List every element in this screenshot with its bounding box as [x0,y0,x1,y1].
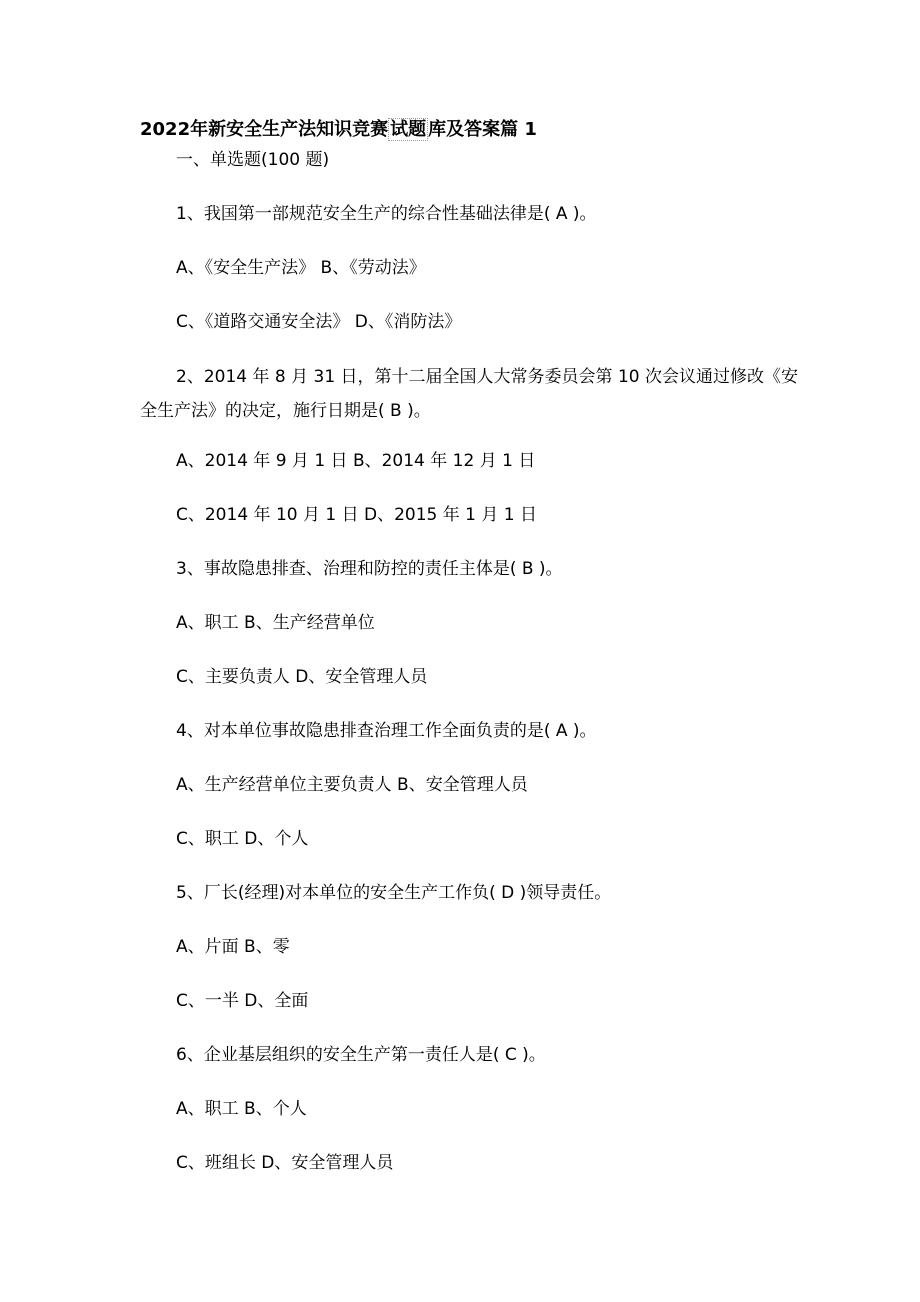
options-4-cd: C、职工 D、个人 [176,829,309,849]
title-suffix: 库及答案篇 1 [428,119,537,140]
options-5-cd: C、一半 D、全面 [176,991,309,1011]
options-2-cd: C、2014 年 10 月 1 日 D、2015 年 1 月 1 日 [176,505,538,525]
options-6-cd: C、班组长 D、安全管理人员 [176,1153,394,1173]
question-2: 2、2014 年 8 月 31 日，第十二届全国人大常务委员会第 10 次会议通过修改《安全生产法》的决定，施行日期是( B )。 [140,367,798,421]
title-highlight: 试题 [390,119,427,140]
question-1: 1、我国第一部规范安全生产的综合性基础法律是( A )。 [176,204,597,224]
options-2-ab: A、2014 年 9 月 1 日 B、2014 年 12 月 1 日 [176,451,536,471]
options-3-ab: A、职工 B、生产经营单位 [176,613,375,633]
options-5-ab: A、片面 B、零 [176,937,290,957]
section-heading: 一、单选题(100 题) [176,150,330,170]
question-4: 4、对本单位事故隐患排查治理工作全面负责的是( A )。 [176,721,597,741]
title-prefix: 2022年新安全生产法知识竞赛 [140,119,389,140]
options-3-cd: C、主要负责人 D、安全管理人员 [176,667,428,687]
options-1-cd: C、《道路交通安全法》 D、《消防法》 [176,312,462,332]
options-4-ab: A、生产经营单位主要负责人 B、安全管理人员 [176,775,528,795]
document-title [140,118,537,142]
question-3: 3、事故隐患排查、治理和防控的责任主体是( B )。 [176,559,563,579]
question-6: 6、企业基层组织的安全生产第一责任人是( C )。 [176,1045,546,1065]
options-1-ab: A、《安全生产法》 B、《劳动法》 [176,258,426,278]
options-6-ab: A、职工 B、个人 [176,1099,307,1119]
question-5: 5、厂长(经理)对本单位的安全生产工作负( D )领导责任。 [176,883,612,903]
